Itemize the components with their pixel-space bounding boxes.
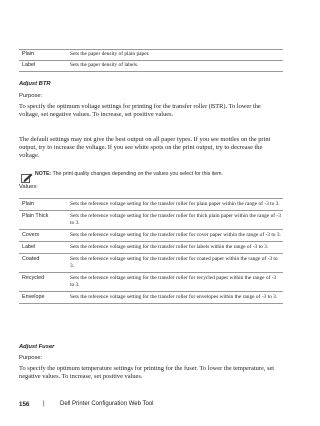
footer-title: Dell Printer Configuration Web Tool [60,401,154,407]
note-text [35,171,223,178]
setting-name: Plain Thick [19,211,68,230]
setting-description: Sets the reference voltage setting for the transfer roller for labels within the range of -3 to 3. [68,242,283,254]
pencil-note-icon [21,170,33,180]
table-row [19,61,283,72]
setting-description: Sets the reference voltage setting for the transfer roller for coated paper within the range of -3 to 3. [68,254,283,273]
setting-description: Sets the paper density of labels. [68,61,283,72]
table-row [19,230,283,242]
section-heading-adjust-btr: Adjust BTR [19,81,51,87]
purpose-paragraph: To specify the optimum voltage settings for printing for the transfer roller (BTR). To lower the voltage, set negative values. To increase, set positive values. [19,103,261,119]
table-row [19,211,283,230]
note-callout [21,171,283,181]
purpose-label: Purpose: [19,355,43,361]
setting-description: Sets the reference voltage setting for the transfer roller for thick plain paper within the range of -3 to 3. [68,211,283,230]
table-row [19,242,283,254]
note-body: The print quality changes depending on the values you select for this item. [51,171,223,177]
setting-name: Label [19,61,68,72]
setting-description: Sets the paper density of plain paper. [68,50,283,61]
setting-name: Plain [19,50,68,61]
transfer-roller-values-table [19,198,283,304]
purpose-paragraph: To specify the optimum temperature settings for printing for the fuser. To lower the temperature, set negative values. To increase, set positive values. [19,365,275,381]
setting-description: Sets the reference voltage setting for the transfer roller for recycled paper within the range of -3 to 3. [68,273,283,292]
table-row [19,50,283,61]
paper-density-table [19,49,283,72]
setting-description: Sets the reference voltage setting for the transfer roller for cover paper within the range of -3 to 3. [68,230,283,242]
note-label: NOTE: [35,171,52,177]
setting-description: Sets the reference voltage setting for the transfer roller for plain paper within the range of -3 to 3. [68,199,283,211]
setting-name: Envelope [19,292,68,304]
purpose-label: Purpose: [19,93,43,99]
footer-separator: | [43,400,45,407]
setting-name: Label [19,242,68,254]
table-row [19,292,283,304]
table-row [19,254,283,273]
page-number: 156 [19,401,30,408]
default-settings-paragraph: The default settings may not give the best output on all paper types. If you see mottles on the print output, try to increase the voltage. If you see white spots on the print output, try to decrease the voltage. [19,136,271,160]
section-heading-adjust-fuser: Adjust Fuser [19,344,55,350]
setting-name: Covers [19,230,68,242]
setting-name: Coated [19,254,68,273]
table-row [19,199,283,211]
table-row [19,273,283,292]
setting-name: Recycled [19,273,68,292]
setting-name: Plain [19,199,68,211]
setting-description: Sets the reference voltage setting for the transfer roller for envelopes within the range of -3 to 3. [68,292,283,304]
values-label: Values: [19,184,38,190]
